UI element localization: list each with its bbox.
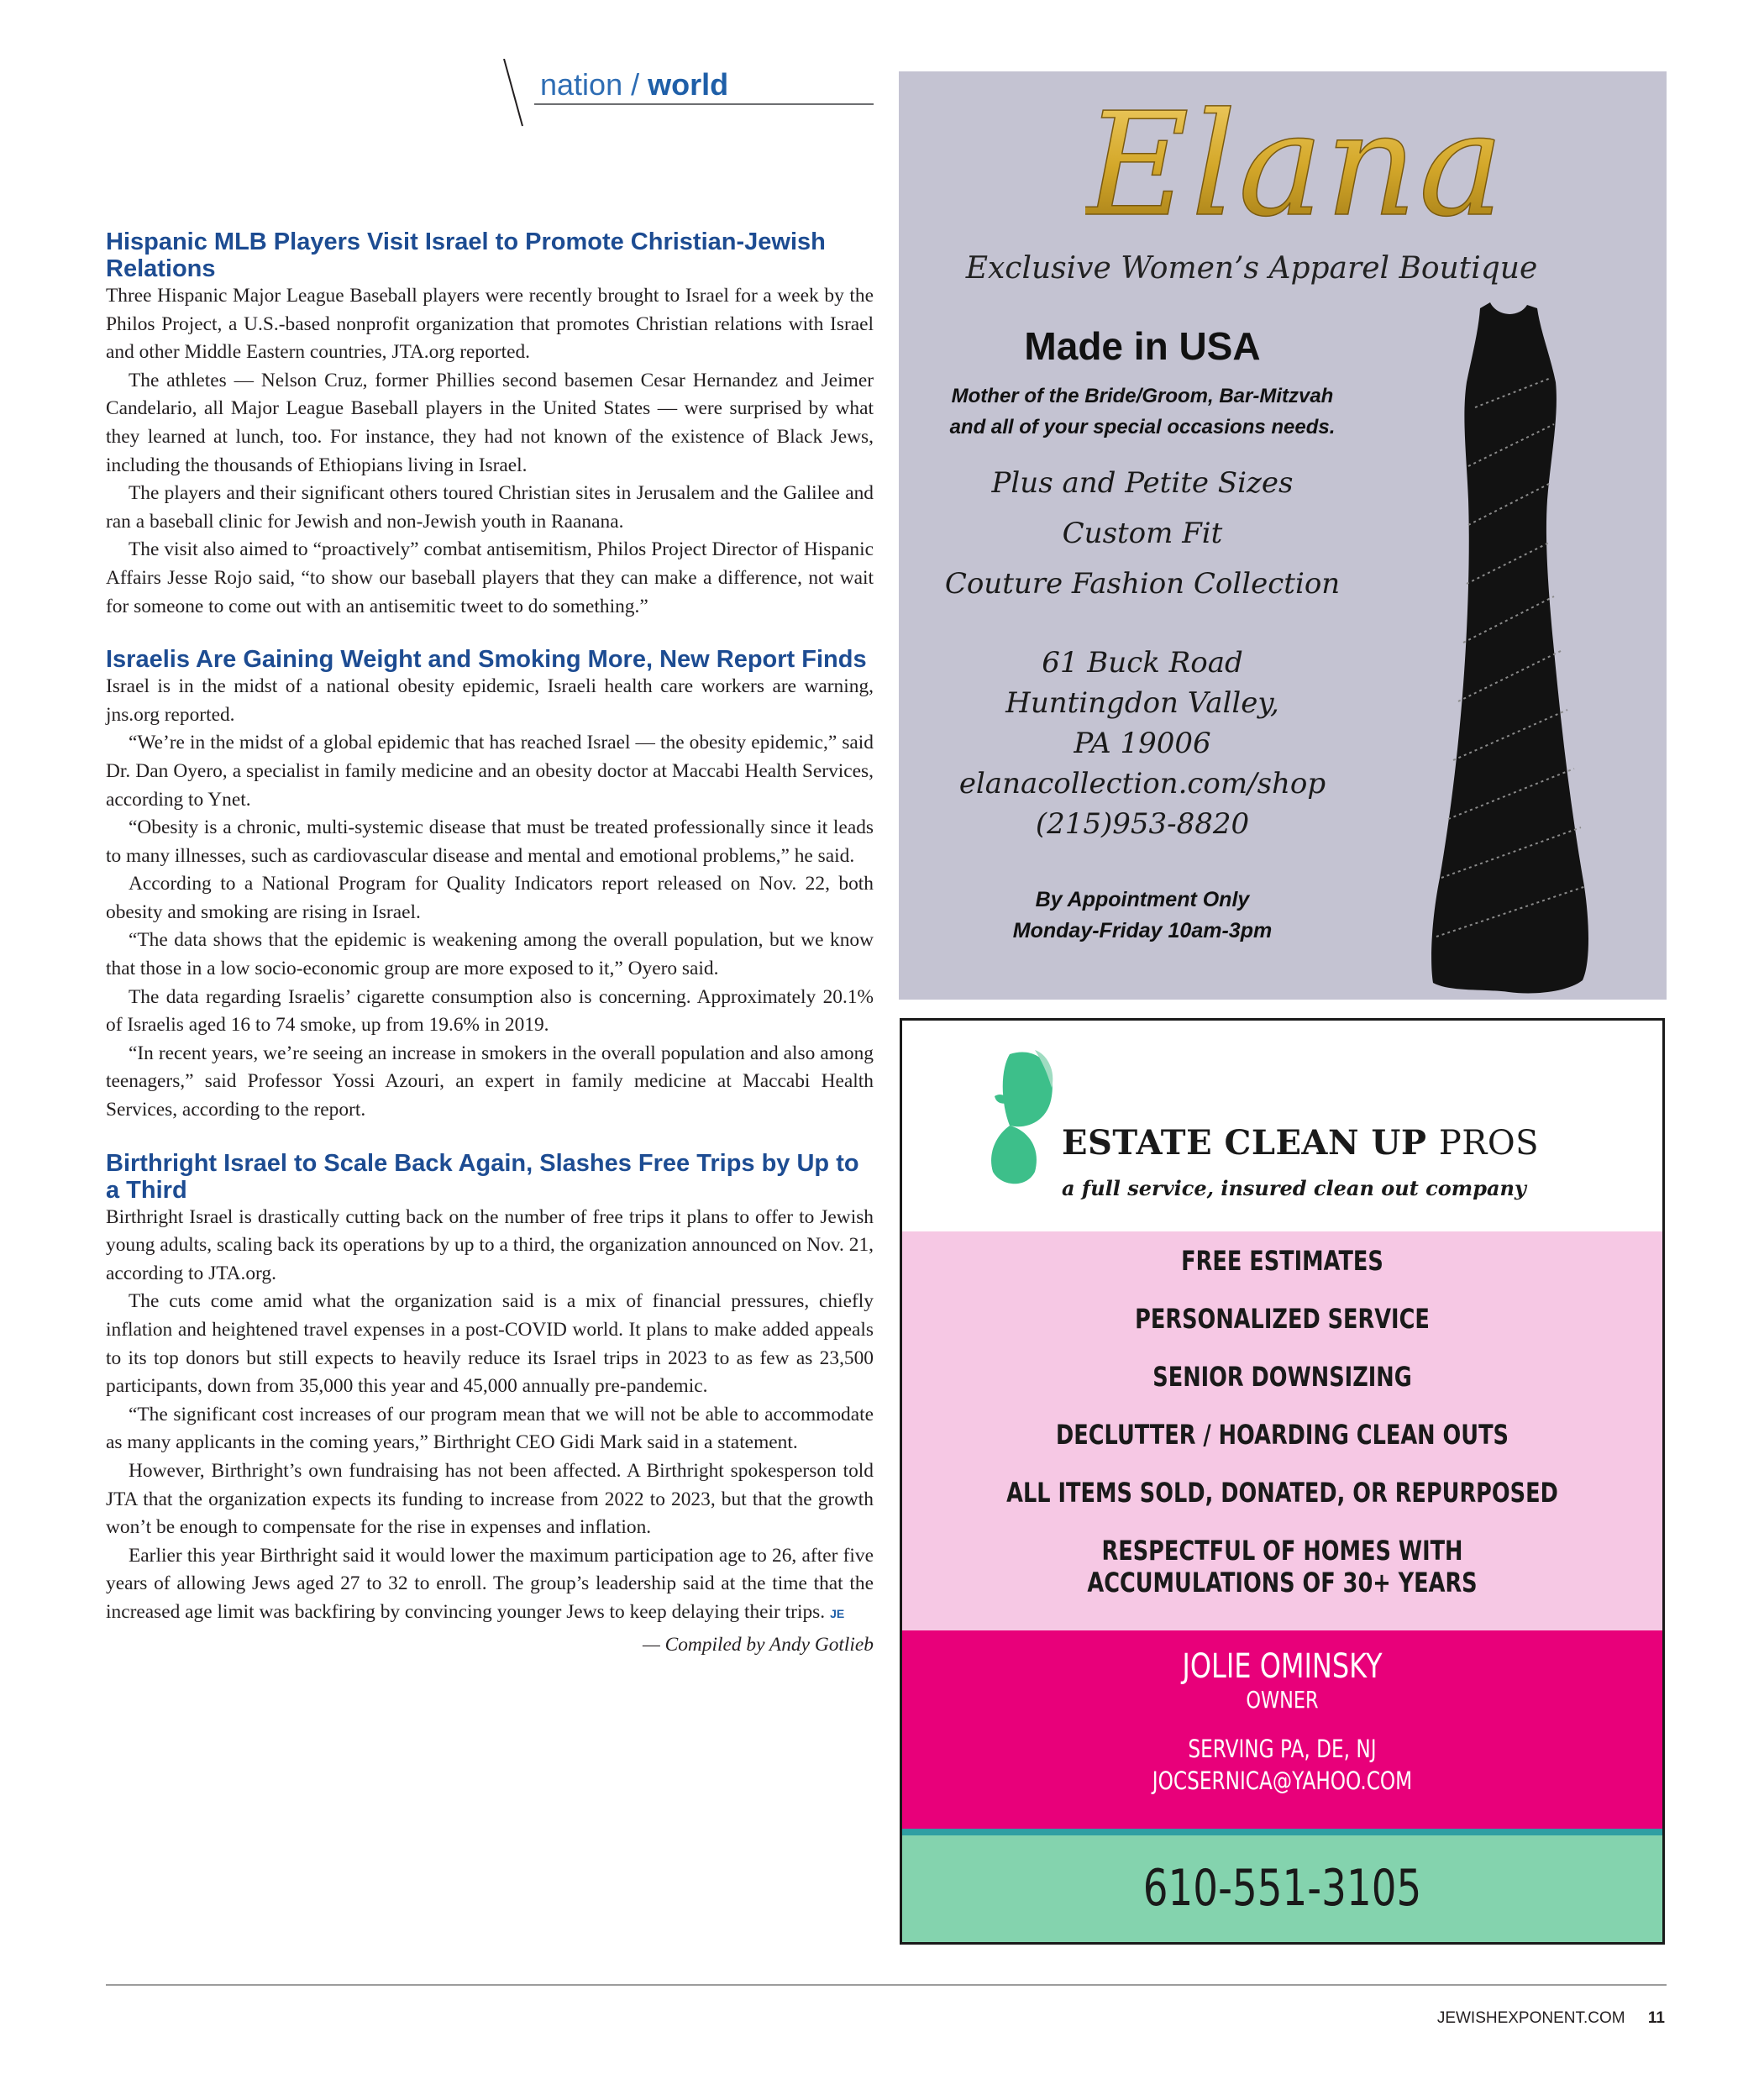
footer-site: JEWISHEXPONENT.COM: [1436, 2009, 1625, 2027]
article-headline: Hispanic MLB Players Visit Israel to Promote Christian-Jewish Relations: [106, 228, 826, 282]
articles-column: [106, 228, 874, 1684]
service-line: RESPECTFUL OF HOMES WITH: [1101, 1535, 1463, 1567]
article-paragraph: The athletes — Nelson Cruz, former Phillies second basemen Cesar Hernandez and Jeimer Candelario, all Major League Baseball players in the United States — were surprised by what they learned at lunch, too. For instance, they had not known of the existence of Black Jews, including the thousands of Ethiopians living in Israel.: [106, 369, 874, 476]
estate-title-accent: PROS: [1438, 1124, 1540, 1163]
article-paragraph: “Obesity is a chronic, multi-systemic disease that must be treated professionally since it leads to many illnesses, such as cardiovascular disease and mental and emotional problems,” he said.: [106, 816, 874, 867]
article-paragraph: “The data shows that the epidemic is weakening among the overall population, but we know that those in a low socio-economic group are more exposed to it,” Oyero said.: [106, 929, 874, 980]
page-footer: [1437, 2009, 1665, 2028]
elana-logo-text: Elana: [1085, 82, 1505, 244]
phone-number: 610-551-3105: [1142, 1859, 1422, 1918]
owner-title: OWNER: [1246, 1686, 1319, 1714]
estate-title: [1062, 1123, 1539, 1163]
article-headline: Birthright Israel to Scale Back Again, Slashes Free Trips by Up to a Third: [106, 1149, 859, 1204]
article-headline: Israelis Are Gaining Weight and Smoking More, New Report Finds: [106, 646, 867, 674]
estate-subtitle: a full service, insured clean out company: [1062, 1176, 1526, 1200]
elana-address: [899, 643, 1386, 844]
service-item: ALL ITEMS SOLD, DONATED, OR REPURPOSED: [1006, 1477, 1558, 1509]
article-birthright: [106, 1150, 874, 1659]
section-label: [540, 67, 728, 102]
compiled-by-credit: — Compiled by Andy Gotlieb: [642, 1633, 874, 1656]
elana-features: [899, 458, 1386, 609]
article-paragraph: “In recent years, we’re seeing an increase in smokers in the overall population and also among teenagers,” said Professor Yossi Azouri, an expert in family medicine at Maccabi Health Services, according to the report.: [106, 1042, 874, 1121]
occasions-text: [899, 381, 1386, 443]
footer-rule: [106, 1984, 1667, 1986]
service-item: DECLUTTER / HOARDING CLEAN OUTS: [1056, 1419, 1509, 1451]
elana-website: elanacollection.com/shop: [958, 767, 1326, 801]
owner-name: JOLIE OMINSKY: [1182, 1647, 1383, 1686]
address-line: 61 Buck Road: [1042, 646, 1243, 680]
section-slash-icon: [502, 59, 526, 128]
article-paragraph: [106, 1542, 874, 1629]
article-obesity-smoking: [106, 646, 874, 1125]
section-header: [502, 59, 874, 109]
owner-panel: [902, 1630, 1662, 1829]
service-item: PERSONALIZED SERVICE: [1135, 1303, 1430, 1335]
ad-elana: [899, 71, 1667, 1000]
service-item: SENIOR DOWNSIZING: [1152, 1361, 1412, 1393]
end-mark: JE: [830, 1606, 845, 1620]
section-rule: [534, 103, 874, 105]
occasions-line: Mother of the Bride/Groom, Bar-Mitzvah: [951, 385, 1334, 407]
phone-panel: [902, 1835, 1662, 1945]
service-item: FREE ESTIMATES: [1181, 1245, 1383, 1277]
service-line: ACCUMULATIONS OF 30+ YEARS: [1087, 1567, 1478, 1599]
article-paragraph: The visit also aimed to “proactively” combat antisemitism, Philos Project Director of Hispanic Affairs Jesse Rojo said, “to show our baseball players that they can make a difference, not wait for someone to come out with an antisemitic tweet to do something.”: [106, 538, 874, 617]
article-paragraph: The cuts come amid what the organization said is a mix of financial pressures, chiefly inflation and heightened travel expenses in a post-COVID world. It plans to make added appeals to its top donors but still expects to heavily reduce its Israel trips in 2023 to as few as 23,500 participants, down from 35,000 this year and 45,000 annually pre-pandemic.: [106, 1290, 874, 1398]
elana-tagline: Exclusive Women’s Apparel Boutique: [965, 251, 1538, 286]
address-line: Huntingdon Valley,: [1005, 686, 1279, 720]
article-paragraph-text: Earlier this year Birthright said it would lower the maximum participation age to 26, after five years of allowing Jews aged 27 to 32 to enroll. The group’s leadership said at the time that the increased age limit was backfiring by convincing younger Jews to keep delaying their trips.: [106, 1544, 874, 1623]
estate-title-main: ESTATE CLEAN UP: [1062, 1123, 1427, 1163]
elana-phone: (215)953-8820: [1035, 807, 1250, 841]
services-list: [979, 1231, 1587, 1599]
section-separator: /: [631, 67, 640, 102]
butterfly-logo-icon: [976, 1046, 1070, 1189]
feature-item: Couture Fashion Collection: [944, 567, 1341, 601]
made-in-usa: Made in USA: [1024, 324, 1261, 368]
section-name: nation: [540, 67, 623, 102]
service-item: [979, 1535, 1587, 1599]
elana-appointment: [899, 885, 1386, 947]
hours-text: Monday-Friday 10am-3pm: [1012, 919, 1273, 942]
services-panel: [902, 1231, 1662, 1630]
teal-divider: [902, 1829, 1662, 1835]
article-paragraph: However, Birthright’s own fundraising has not been affected. A Birthright spokesperson told JTA that the organization expects its funding to increase from 2022 to 2023, but that the growth won’t be enough to compensate for the rise in expenses and inflation.: [106, 1459, 874, 1539]
black-gown-image: [1425, 298, 1593, 995]
article-paragraph: “We’re in the midst of a global epidemic that has reached Israel — the obesity epidemic,” said Dr. Dan Oyero, a specialist in family medicine and an obesity doctor at Maccabi Health Services, according to Ynet.: [106, 732, 874, 811]
article-paragraph: Birthright Israel is drastically cutting back on the number of free trips it plans to offer to Jewish young adults, scaling back its operations by up to a third, the organization announced on Nov. 21, according to JTA.org.: [106, 1205, 874, 1284]
feature-item: Plus and Petite Sizes: [991, 466, 1294, 500]
appointment-text: By Appointment Only: [1035, 888, 1250, 911]
ad-estate-clean-up: [900, 1018, 1665, 1945]
article-paragraph: The players and their significant others toured Christian sites in Jerusalem and the Galilee and ran a baseball clinic for Jewish and non-Jewish youth in Raanana.: [106, 482, 874, 533]
feature-item: Custom Fit: [1062, 517, 1223, 550]
address-line: PA 19006: [1074, 727, 1211, 760]
article-paragraph: The data regarding Israelis’ cigarette consumption also is concerning. Approximately 20.1% of Israelis aged 16 to 74 smoke, up from 19.6% in 2019.: [106, 985, 874, 1037]
subsection-name: world: [648, 67, 729, 102]
service-area: SERVING PA, DE, NJ: [1188, 1735, 1377, 1763]
elana-logo: [1085, 76, 1505, 244]
article-paragraph: According to a National Program for Quality Indicators report released on Nov. 22, both obesity and smoking are rising in Israel.: [106, 873, 874, 923]
article-paragraph: Three Hispanic Major League Baseball players were recently brought to Israel for a week by the Philos Project, a U.S.-based nonprofit organization that promotes Christian relations with Israel and other Middle Eastern countries, JTA.org reported.: [106, 285, 874, 364]
owner-email: JOCSERNICA@YAHOO.COM: [1152, 1767, 1413, 1795]
occasions-line: and all of your special occasions needs.: [949, 416, 1336, 438]
page-number: 11: [1647, 2009, 1665, 2027]
article-mlb-players: [106, 228, 874, 621]
article-paragraph: Israel is in the midst of a national obesity epidemic, Israeli health care workers are warning, jns.org reported.: [106, 675, 874, 726]
article-paragraph: “The significant cost increases of our program mean that we will not be able to accommodate as many applicants in the coming years,” Birthright CEO Gidi Mark said in a statement.: [106, 1403, 874, 1454]
